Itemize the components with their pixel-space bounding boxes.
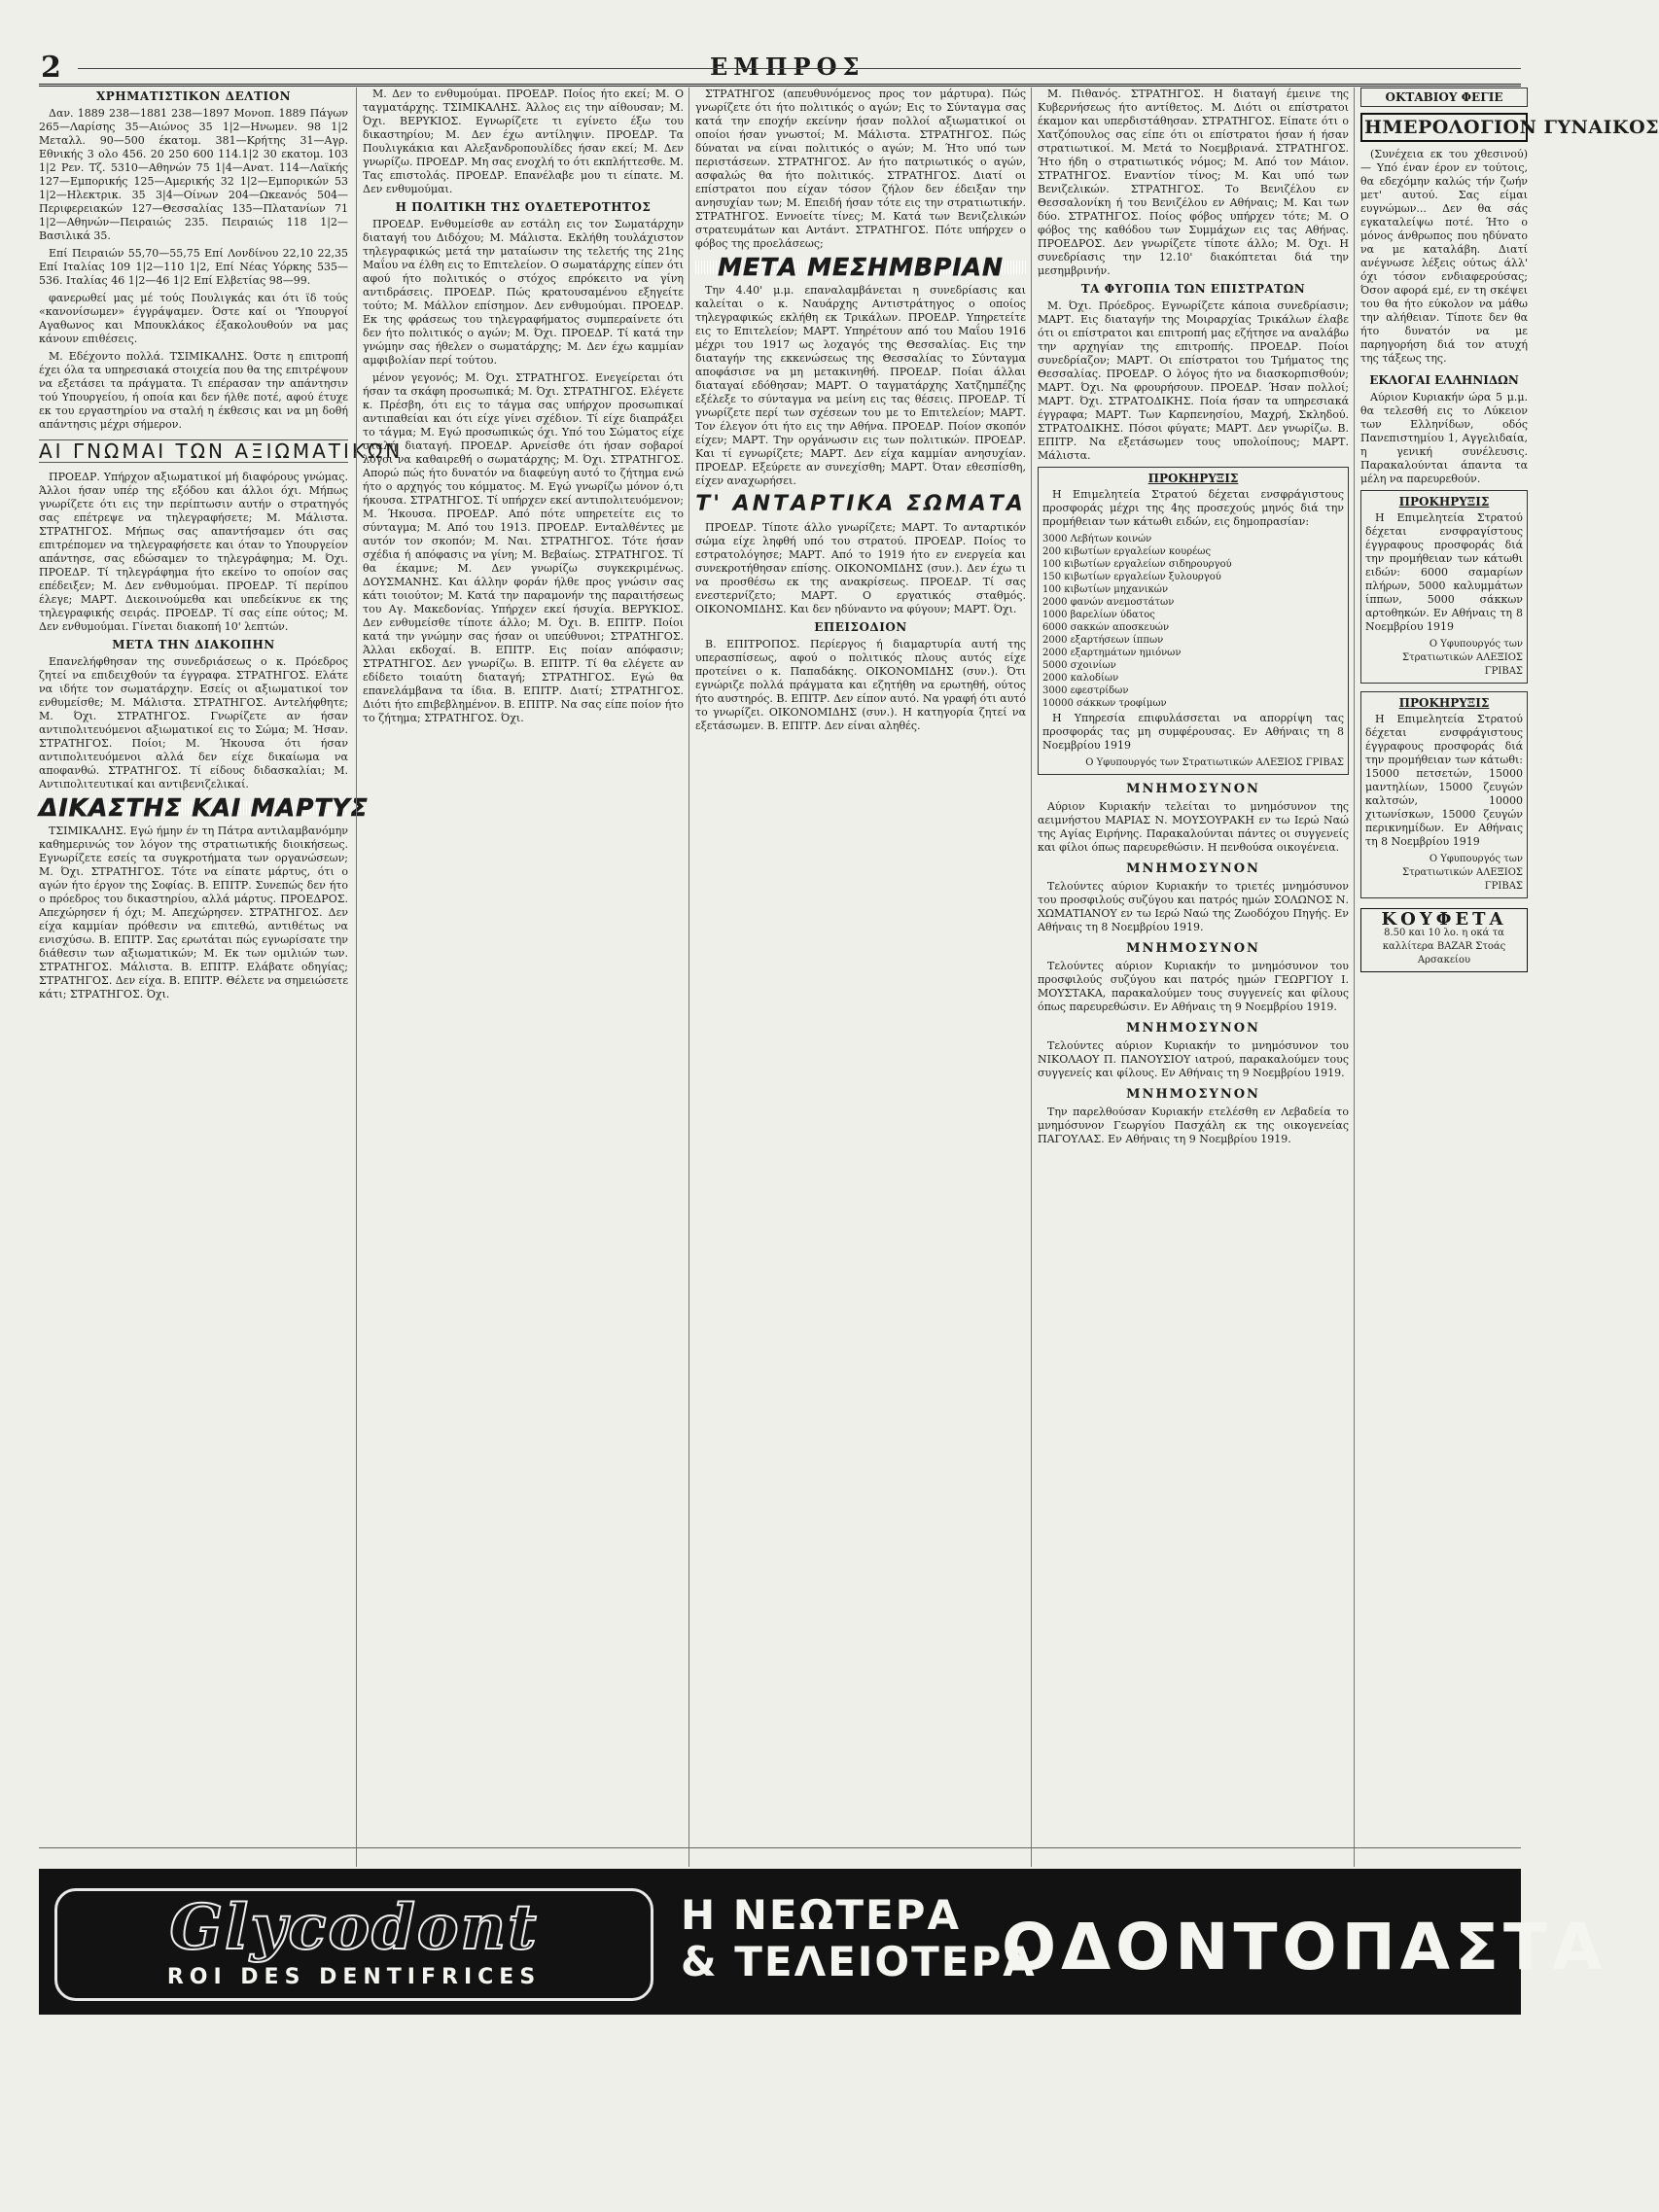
memorial-notice: Τελούντες αύριον Κυριακήν το μνημόσυνον του ΝΙΚΟΛΑΟΥ Π. ΠΑΝΟΥΣΙΟΥ ιατρού, παρακαλούμεν τους συγγενείς και φίλους. Εν Αθήναις τη 9 Νοεμβρίου 1919. — [1038, 1039, 1349, 1079]
proclamation-ad — [1038, 467, 1349, 775]
memorial-notice: Την παρελθούσαν Κυριακήν ετελέσθη εν Λεβαδεία το μνημόσυνον Γεωργίου Πασχάλη εκ της οικογενείας ΠΑΓΟΥΛΑΣ. Εν Αθήναις τη 9 Νοεμβρίου 1919. — [1038, 1106, 1349, 1145]
book-author: ΟΚΤΑΒΙΟΥ ΦΕΓΙΕ — [1360, 88, 1528, 107]
proclamation-ad — [1360, 691, 1528, 898]
column-5 — [1354, 88, 1659, 1867]
column-2 — [356, 88, 689, 1867]
break-text: Επανελήφθησαν της συνεδριάσεως ο κ. Πρόεδρος ζητεί να επιδειχθούν τα έγγραφα. ΣΤΡΑΤΗΓΟΣ. Ελάτε να ιδήτε τον σωματάρχην. Εσείς οι αξιωματικοί τον ενθυμείσθε; Μ. Μάλιστα. ΣΤΡΑΤΗΓΟΣ. Αντελήφθητε; Μ. Όχι. ΣΤΡΑΤΗΓΟΣ. Γνωρίζετε αν ήσαν αντιπολιτευόμενοι αξιωματικοί εις το Σώμα; Μ. Ήσαν. ΣΤΡΑΤΗΓΟΣ. Ποίοι; Μ. Ήκουσα ότι ήσαν αντιπολιτευόμενοι αλλά δεν είχε δικαίωμα να αποφανθώ. ΣΤΡΑΤΗΓΟΣ. Τί είδους διδασκαλίαι; Μ. Αντιπολιτευτικαί και αντιβενιζελικαί. — [39, 655, 348, 790]
testimony-text: ΣΤΡΑΤΗΓΟΣ (απευθυνόμενος προς τον μάρτυρα). Πώς γνωρίζετε ότι ήτο πολιτικός ο αγών; Εις το Σύνταγμα σας κατά την εποχήν εκείνην ήσαν πολλοί αξιωματικοί οι οποίοι ήσαν γνωστοί; Μ. Μάλιστα. ΣΤΡΑΤΗΓΟΣ. Πώς δύναται να είναι πολιτικός ο αγών; Μ. Ήτο υπό των περιστάσεων. ΣΤΡΑΤΗΓΟΣ. Αν ήτο πατριωτικός ο αγών, ασφαλώς θα ήτο πολιτικός. ΣΤΡΑΤΗΓΟΣ. Διατί οι επίστρατοι που είχαν τόσον ζήλον δεν έδειξαν την ανησυχίαν των; Μ. Επειδή ήσαν τότε εις την στρατιωτικήν. ΣΤΡΑΤΗΓΟΣ. Εννοείτε τίνες; Μ. Κατά των Βενιζελικών στρατευμάτων και Αντάντ. ΣΤΡΑΤΗΓΟΣ. Πότε υπήρχεν ο φόβος της προελάσεως; — [695, 88, 1026, 250]
proclamation-intro: Η Επιμελητεία Στρατού δέχεται ενσφράγιστους προσφοράς μέχρι της 4ης προσεχούς μηνός διά την προμήθειαν των κάτωθι ειδών, εις δημοπρασίαν: — [1042, 488, 1344, 528]
masthead-rule — [78, 68, 1521, 69]
memorial-notice: Αύριον Κυριακήν τελείται το μνημόσυνον της αειμνήστου ΜΑΡΙΑΣ Ν. ΜΟΥΣΟΥΡΑΚΗ εν τω Ιερώ Ναώ της Αγίας Ειρήνης. Παρακαλούνται πάντες οι συγγενείς και φίλοι όπως παρευρεθώσιν. Η πενθούσα οικογένεια. — [1038, 800, 1349, 854]
judges-heading: ΔΙΚΑΣΤΗΣ ΚΑΙ ΜΑΡΤΥΣ — [39, 793, 369, 822]
toothpaste-advertisement — [39, 1869, 1607, 2015]
memorial-heading: ΜΝΗΜΟΣΥΝΟΝ — [1126, 782, 1260, 796]
proclamation-signature: Ο Υφυπουργός των Στρατιωτικών ΑΛΕΞΙΟΣ ΓΡΙΒΑΣ — [1085, 757, 1344, 768]
candy-title: ΚΟΥΦΕΤΑ — [1381, 909, 1507, 930]
column-4 — [1031, 88, 1355, 1867]
candy-ad — [1360, 908, 1528, 972]
elections-text: Αύριον Κυριακήν ώρα 5 μ.μ. θα τελεσθή εις το Λύκειον των Ελληνίδων, οδός Πανεπιστημίου 1, Αγγελιδαία, η γενική συνέλευσις. Παρακαλούνται άπαντα τα μέλη να παρευρεθούν. — [1360, 391, 1528, 485]
proclamation-title: ΠΡΟΚΗΡΥΞΙΣ — [1398, 696, 1490, 710]
proclamation-list — [1042, 533, 1344, 710]
guerrilla-heading: Τ' ΑΝΤΑΡΤΙΚΑ ΣΩΜΑΤΑ — [695, 492, 1026, 516]
slogan-line: Η ΝΕΩΤΕΡΑ — [681, 1891, 961, 1939]
list-item: 100 κιβωτίων εργαλείων σιδηρουργού — [1042, 559, 1232, 570]
memorial-heading: ΜΝΗΜΟΣΥΝΟΝ — [1126, 1087, 1260, 1102]
judges-text: ΤΣΙΜΙΚΑΛΗΣ. Εγώ ήμην έν τη Πάτρα αντιλαμβανόμην καθημερινώς τον λόγον της στρατιωτικής διοικήσεως. Εγνωρίζετε εσείς τα συγκροτήματα των οργανώσεων; Μ. Όχι. ΣΤΡΑΤΗΓΟΣ. Τότε να είπατε μάρτυς, ότι ο αγών ήτο έργον της Σοφίας. Β. ΕΠΙΤΡ. Συνεπώς δεν ήτο ο πρόεδρος του δικαστηρίου, αλλά μάρτυς. ΠΡΟΕΔΡΟΣ. Απεχώρησεν ή όχι; Μ. Απεχώρησεν. ΣΤΡΑΤΗΓΟΣ. Δεν είχα καμμίαν πρόθεσιν να επιτεθώ, αντιθέτως να ενισχύσω. Β. ΕΠΙΤΡ. Σας ερωτάται πώς εγνωρίσατε την διάθεσιν των αξιωματικών; Μ. Εκ των ομιλιών των. ΣΤΡΑΤΗΓΟΣ. Μάλιστα. Β. ΕΠΙΤΡ. Ελάβατε οδηγίας; ΣΤΡΑΤΗΓΟΣ. Δεν είχα. Β. ΕΠΙΤΡ. Θέλετε να σημειώσετε κάτι; ΣΤΡΑΤΗΓΟΣ. Όχι. — [39, 825, 349, 1001]
list-item: 2000 φανών ανεμοστάτων — [1042, 597, 1175, 608]
afternoon-heading: ΜΕΤΑ ΜΕΣΗΜΒΡΙΑΝ — [695, 261, 1026, 274]
opinions-heading: ΑΙ ΓΝΩΜΑΙ ΤΩΝ ΑΞΙΩΜΑΤΙΚΩΝ — [39, 439, 404, 463]
serial-text: (Συνέχεια εκ του χθεσινού) — Υπό έναν έρον εν τούτοις, θα εδεχόμην καλώς τήν ζωήν μετ' αυτού. Σας είμαι ευγνώμων... Δεν θα σάς εγκαταλείψω ποτέ. Ήτο ο μόνος άνθρωπος που ηδύνατο να με καταλάβη. Διατί ανέγνωσε λέξεις ούτως άλλ' όχι τόσον ενδιαφερούσας; Όσον αφορά εμέ, εν τη σκέψει του θα ήτο εύκολον να μάθω την αλήθειαν. Τίποτε δεν θα ήτο δυνατόν να με παρηγορήση διά τον ατυχή της τάξεως της. — [1360, 148, 1528, 365]
page-number: 2 — [41, 51, 61, 85]
list-item: 5000 σχοινίων — [1042, 660, 1116, 671]
list-item: 10000 σάκκων τροφίμων — [1042, 698, 1167, 709]
list-item: 2000 καλοδίων — [1042, 673, 1119, 684]
proclamation-title: ΠΡΟΚΗΡΥΞΙΣ — [1398, 495, 1490, 509]
proclamation-text: Η Επιμελητεία Στρατού δέχεται ενσφράγιστους έγγραφους προσφοράς διά την προμήθειαν των κάτωθι: 15000 πετσετών, 15000 μαντηλίων, 15000 ζευγών καλτσών, 10000 χιτωνίσκων, 15000 ζευγών περικνημίδων. Εν Αθήναις τη 8 Νοεμβρίου 1919 — [1365, 713, 1523, 848]
hearing-paragraph: Μ. Εδέχοντο πολλά. ΤΣΙΜΙΚΑΛΗΣ. Όστε η επιτροπή έχει όλα τα υπηρεσιακά στοιχεία που θα της επιτρέψουν να εξετάσει τα πράγματα. Τι επέρασαν την απάντησιν τού Υπουργείου, ή οποία και δεν ήλθε ποτέ, αφού έτυχε εκ του εργαστηρίου να σταλή η έκθεσις και να μη δοθή απάντησις μέχρι σήμερον. — [39, 350, 348, 431]
candy-text: 8.50 και 10 λο. η οκά τα καλλίτερα BAZAR Στοάς Αρσακείου — [1382, 928, 1506, 966]
list-item: 3000 εφεστρίδων — [1042, 685, 1129, 696]
newspaper-page — [39, 47, 1659, 2176]
elections-heading: ΕΚΛΟΓΑΙ ΕΛΛΗΝΙΔΩΝ — [1369, 373, 1519, 387]
proclamation-title: ΠΡΟΚΗΡΥΞΙΣ — [1147, 472, 1239, 485]
product-name: ΟΔΟΝΤΟΠΑΣΤΑ — [1002, 1910, 1607, 1984]
brand-name: Glycodont — [169, 1891, 539, 1964]
testimony-text: Μ. Δεν το ενθυμούμαι. ΠΡΟΕΔΡ. Ποίος ήτο εκεί; Μ. Ο ταγματάρχης. ΤΣΙΜΙΚΑΛΗΣ. Άλλος εις την αίθουσαν; Μ. Όχι. ΒΕΡΥΚΙΟΣ. Εγνωρίζετε τι εγίνετο έξω του δικαστηρίου; Μ. Δεν έχω αντίληψιν. ΠΡΟΕΔΡ. Τα Πουλιγκάκια και Αλεξανδροπουλίδες ήσαν εκεί; Μ. Δεν γνωρίζω. ΠΡΟΕΔΡ. Μη σας ενοχλή το ότι εκπλήττεσθε. Μ. Τας επιστολάς. ΠΡΟΕΔΡ. Επανέλαβε μου τι είπατε. Μ. Δεν ενθυμούμαι. — [363, 88, 684, 195]
list-item: 150 κιβωτίων εργαλείων ξυλουργού — [1042, 572, 1221, 582]
slogan-line: & ΤΕΛΕΙΟΤΕΡΑ — [681, 1938, 1037, 1985]
politics-heading: Η ΠΟΛΙΤΙΚΗ ΤΗΣ ΟΥΔΕΤΕΡΟΤΗΤΟΣ — [395, 200, 652, 214]
market-heading: ΧΡΗΜΑΤΙΣΤΙΚΟΝ ΔΕΛΤΙΟΝ — [95, 89, 292, 103]
brand-logo — [54, 1888, 653, 2001]
guerrilla-text: ΠΡΟΕΔΡ. Τίποτε άλλο γνωρίζετε; ΜΑΡΤ. Το ανταρτικόν σώμα είχε ληφθή υπό του στρατού. ΠΡΟΕΔΡ. Ποίος το εστρατολόγησε; ΜΑΡΤ. Από το 1919 ήτο εν ενεργεία και συνεκροτήθησαν επίσης. ΟΙΚΟΝΟΜΙΔΗΣ (συν.). Δεν έχω τι να προσθέσω εκ της ανακρίσεως. ΠΡΟΕΔΡ. Τί σας ενεστερνίζετο; ΜΑΡΤ. Ο εργατικός σταθμός. ΟΙΚΟΝΟΜΙΔΗΣ. Και δεν ηδύναντο να φύγουν; ΜΑΡΤ. Όχι. — [695, 521, 1026, 615]
proclamation-text: Η Επιμελητεία Στρατού δέχεται ενσφραγίστους έγγραφους προσφοράς διά την προμήθειαν των κάτωθι ειδών: 6000 σαμαρίων πλήρων, 5000 καλυμμάτων ίππων, 5000 σάκκων αρτοθηκών. Εν Αθήναις τη 8 Νοεμβρίου 1919 — [1365, 511, 1523, 633]
memorial-heading: ΜΝΗΜΟΣΥΝΟΝ — [1126, 1021, 1260, 1036]
flight-text: Μ. Όχι. Πρόεδρος. Εγνωρίζετε κάποια συνεδρίασιν; ΜΑΡΤ. Εις διαταγήν της Μοιραρχίας Τρικάλων έλαβε ότι οι επίστρατοι και επιτροπή μας εζήτησε να αναλάβω την αρχηγίαν της επιτροπής. ΠΡΟΕΔΡ. Ποίοι συνεδρίαζον; ΜΑΡΤ. Οι επίστρατοι του Τμήματος της Θεσσαλίας. ΠΡΟΕΔΡ. Ο λόγος ήτο να διασκορπισθούν; ΜΑΡΤ. Όχι. Να φρουρήσουν. ΠΡΟΕΔΡ. Ήσαν πολλοί; ΜΑΡΤ. Όχι. ΣΤΡΑΤΟΔΙΚΗΣ. Ποία ήσαν τα υπηρεσιακά έγγραφα; ΜΑΡΤ. Των Καρπενησίου, Μαχρή, Σκληδού. ΣΤΡΑΤΟΔΙΚΗΣ. Πόσοι φύγατε; ΜΑΡΤ. Δεν γνωρίζω. Β. ΕΠΙΤΡ. Να εξετάσωμεν τους υπολοίπους; ΜΑΡΤ. Μάλιστα. — [1038, 299, 1349, 462]
testimony-text: μένον γεγονός; Μ. Όχι. ΣΤΡΑΤΗΓΟΣ. Ενεγείρεται ότι ήσαν τα σκάφη προσωπικά; Μ. Όχι. ΣΤΡΑΤΗΓΟΣ. Ελέγετε κ. Πρέσβη, ότι εις το τάγμα σας υπήρχον προσωπικαί αντιπαθείαι και ότι είχε γίνει σχέδιον. Τί είχε διαπράξει το τάγμα; Μ. Εγώ προσωπικώς όχι. Υπό του Σώματος είχε σταλή διαταγή. ΠΡΟΕΔΡ. Αρνείσθε ότι ήσαν σοβαροί λόγοι να καθαιρεθή ο σωματάρχης; Μ. Όχι. ΣΤΡΑΤΗΓΟΣ. Απορώ πώς ήτο δυνατόν να διαφεύγη αυτό το ζήτημα ενώ ήτο ο αρχηγός του κόμματος. Μ. Εγώ γνωρίζω μόνον ό,τι ήκουσα. ΣΤΡΑΤΗΓΟΣ. Τί υπήρχεν εκεί αντιπολιτευόμενον; Μ. Ήκουσα. ΠΡΟΕΔΡ. Από πότε υπηρετείτε εις το σύνταγμα; Μ. Από του 1913. ΠΡΟΕΔΡ. Ενταλθέντες με αυτόν τον σκοπόν; Μ. Ναι. ΣΤΡΑΤΗΓΟΣ. Τότε ήσαν σχέδια ή απόφασις να γίνη; Μ. Βεβαίως. ΣΤΡΑΤΗΓΟΣ. Τί θα έκαμνε; Μ. Δεν γνωρίζω συγκεκριμένως. ΔΟΥΣΜΑΝΗΣ. Και άλλην φοράν ήλθε προς γνώσιν σας κάτι τοιούτον; Μ. Κατά την παραμονήν της παραιτήσεως του Αγ. Μακεδονίας. Υπήρχεν εκεί ήσυχία. ΒΕΡΥΚΙΟΣ. Δεν ενθυμείσθε τίποτε άλλο; Μ. Όχι. Β. ΕΠΙΤΡ. Ποίοι κατά την γνώμην σας ήσαν οι υπεύθυνοι; ΣΤΡΑΤΗΓΟΣ. Άλλαι εκδοχαί. Β. ΕΠΙΤΡ. Εις ποίαν απόφασιν; ΣΤΡΑΤΗΓΟΣ. Δεν γνωρίζω. Β. ΕΠΙΤΡ. Τί θα ελέγετε αν εδίδετο τοιαύτη διαταγή; ΣΤΡΑΤΗΓΟΣ. Εγώ θα επανελάμβανα τα ίδια. Β. ΕΠΙΤΡ. Διατί; ΣΤΡΑΤΗΓΟΣ. Διότι ήτο επιβεβλημένον. Β. ΕΠΙΤΡ. Να σας είπε ποίον ήτο το ζήτημα; ΣΤΡΑΤΗΓΟΣ. Όχι. — [363, 371, 684, 724]
memorial-heading: ΜΝΗΜΟΣΥΝΟΝ — [1126, 941, 1260, 956]
memorial-notice: Τελούντες αύριον Κυριακήν το τριετές μνημόσυνον του προσφιλούς συζύγου και πατρός ημών ΣΟΛΩΝΟΣ Ν. ΧΩΜΑΤΙΑΝΟΥ εν τω Ιερώ Ναώ της Ζωοδόχου Πηγής. Εν Αθήναις τη 8 Νοεμβρίου 1919. — [1038, 880, 1349, 933]
memorial-heading: ΜΝΗΜΟΣΥΝΟΝ — [1126, 861, 1260, 876]
list-item: 100 κιβωτίων μηχανικών — [1042, 584, 1169, 595]
list-item: 1000 βαρελίων ύδατος — [1042, 610, 1155, 620]
newspaper-name: ΕΜΠΡΟΣ — [710, 53, 865, 81]
list-item: 3000 Λεβήτων κοινών — [1042, 534, 1152, 544]
break-heading: ΜΕΤΑ ΤΗΝ ΔΙΑΚΟΠΗΝ — [112, 638, 275, 651]
book-title: ΗΜΕΡΟΛΟΓΙΟΝ ΓΥΝΑΙΚΟΣ — [1360, 113, 1528, 142]
episode-heading: ΕΠΕΙΣΟΔΙΟΝ — [814, 620, 907, 634]
proclamation-ad — [1360, 490, 1528, 684]
list-item: 6000 σακκών αποσκευών — [1042, 622, 1170, 633]
brand-tagline: ROI DES DENTIFRICES — [166, 1965, 542, 1989]
afternoon-text: Την 4.40' μ.μ. επαναλαμβάνεται η συνεδρίασις και καλείται ο κ. Ναυάρχης Αντιστράτηγος ο οποίος τηλεγραφικώς εκλήθη εκ Τρικάλων. ΠΡΟΕΔΡ. Υπηρετείτε εις το Επιτελείον; ΜΑΡΤ. Υπηρέτουν από του Μαΐου 1916 μέχρι του 1917 ως λοχαγός της Θεσσαλίας. Εις την διαταγήν της εκκενώσεως της Θεσσαλίας το Σύνταγμα αποφάσισε να μη μετακινηθή. ΠΡΟΕΔΡ. Ποίαι άλλαι διαταγαί εδόθησαν; ΜΑΡΤ. Ο ταγματάρχης Χατζημπέζης εξέλεξε το σύνταγμα να μείνη εις τας θέσεις. ΠΡΟΕΔΡ. Τί γνωρίζετε περί των σχέσεων του με το Επιτελείον; ΜΑΡΤ. Τον έλεγον ότι ήτο εις την Αθήνα. ΠΡΟΕΔΡ. Ποίον σκοπόν είχεν; ΜΑΡΤ. Την οργάνωσιν εις των πολιτικών. ΠΡΟΕΔΡ. Και τί εγνωρίζετε; ΜΑΡΤ. Δεν είχα καμμίαν ανησυχίαν. ΠΡΟΕΔΡ. Εξεύρετε αν συνεχίσθη; ΜΑΡΤ. Όταν εθεσπίσθη, είχεν αναχωρήσει. — [695, 284, 1026, 487]
section-divider — [39, 1847, 1521, 1848]
column-1 — [39, 88, 404, 1867]
hearing-paragraph: φανερωθεί μας μέ τούς Πουλιγκάς και ότι ϊδ τούς «κανονίσωμεν» έγγράψαμεν. Όστε καί οι 'Υπουργοί Αγαθωνος και Μπουκλάκος έξακολουθούν να μας κάνουν επιθέσεις. — [39, 292, 348, 345]
masthead — [39, 47, 1521, 87]
flight-heading: ΤΑ ΦΥΓΟΠΙΑ ΤΩΝ ΕΠΙΣΤΡΑΤΩΝ — [1080, 282, 1306, 296]
ad-slogan — [681, 1891, 1037, 1985]
list-item: 200 κιβωτίων εργαλείων κουρέως — [1042, 546, 1212, 557]
market-report: Δαν. 1889 238—1881 238—1897 Μονοπ. 1889 Πάγων 265—Λαρίσης 35—Αιώνος 35 1|2—Ηνωμεν. 98 1|2 Μεταλλ. 90—500 έκατομ. 381—Κρήτης 31—Αγρ. Εθνικής 3 ολο 456. 20 250 600 114.1|2 30 εκατομ. 103 1|2 Ρεν. Τζ. 5310—Αθηνών 75 1|4—Ανατ. 114—Λαϊκής 127—Εμπορικής 125—Αμερικής 32 1|2—Εμπορικών 53 1|2—Ηλεκτρικ. 35 3|4—Οίνων 204—Ωκεανός 504—Περιφερειακών 127—Θεσσαλίας 135—Πλατανίων 71 1|2—Αθηνών—Πειραιώς 235. Πειραιώς 118 1|2—Βασιλικά 35. — [39, 107, 348, 242]
testimony-text: Μ. Πιθανός. ΣΤΡΑΤΗΓΟΣ. Η διαταγή έμεινε της Κυβερνήσεως ήτο αντίθετος. Μ. Διότι οι επίστρατοι έκαμον και υπερδιστάθησαν. ΣΤΡΑΤΗΓΟΣ. Είπατε ότι ο Χατζόπουλος σας είπε ότι οι επίστρατοι ήσαν ή ήσαν στρατιωτικοί. Μ. Μετά το Νοεμβριανά. ΣΤΡΑΤΗΓΟΣ. Ήτο ήδη ο στρατιωτικός νόμος; Μ. Από τον Μάιον. ΣΤΡΑΤΗΓΟΣ. Εναντίον τίνος; Μ. Και υπό των Βενιζελικών. ΣΤΡΑΤΗΓΟΣ. Το Βενιζέλου εν Θεσσαλονίκη ή του Βενιζέλου εν Αθήναις; Μ. Και των δύο. ΣΤΡΑΤΗΓΟΣ. Ποίος φόβος υπήρχεν τότε; Μ. Ο φόβος της καθόδου των Συμμάχων εις τας Αθήνας. ΠΡΟΕΔΡΟΣ. Δεν γνωρίζετε τίποτε άλλο; Μ. Όχι. Η συνεδρίασις την 12.10' διακόπτεται διά την μεσημβρινήν. — [1038, 88, 1349, 277]
episode-text: Β. ΕΠΙΤΡΟΠΟΣ. Περίεργος ή διαμαρτυρία αυτή της υπερασπίσεως, αφού ο πολιτικός πλους αυτός είχε προτείνει ο κ. Παπαδάκης. ΟΙΚΟΝΟΜΙΔΗΣ (συν.). Ότι εγνώριζε πολλά πράγματα και εζητήθη να ερωτηθή, ούτος ήτο αυστηρός. Β. ΕΠΙΤΡ. Δεν είπον αυτό. Να γραφή ότι αυτό το γνωρίζει. ΟΙΚΟΝΟΜΙΔΗΣ (συν.). Η κατηγορία ζητεί να εξετάσωμεν. Β. ΕΠΙΤΡ. Δεν είναι αληθές. — [695, 638, 1026, 732]
proclamation-signature: Ο Υφυπουργός των Στρατιωτικών ΑΛΕΞΙΟΣ ΓΡΙΒΑΣ — [1402, 639, 1523, 677]
column-3 — [688, 88, 1032, 1867]
proclamation-signature: Ο Υφυπουργός των Στρατιωτικών ΑΛΕΞΙΟΣ ΓΡΙΒΑΣ — [1402, 854, 1523, 892]
list-item: 2000 εξαρτήσεων ίππων — [1042, 635, 1164, 646]
politics-text: ΠΡΟΕΔΡ. Ενθυμείσθε αν εστάλη εις τον Σωματάρχην διαταγή του Διδόχου; Μ. Μάλιστα. Εκλήθη τουλάχιστον τηλεγραφικώς μετά την ματαίωσιν της τελετής της 21ης Μαΐου να έλθη εις το Επιτελείον. Ο σωματάρχης είπεν ότι αφού ήτο πολιτικός ο στόχος επρόκειτο να γίνη αντιδράσεις. ΠΡΟΕΔΡ. Πώς κρατουσαμένου εξηγείτε τούτο; Μ. Μάλλον επίσημον. Δεν ενθυμούμαι. ΠΡΟΕΔΡ. Εκ της φράσεως του τηλεγραφήματος συμπεραίνετε ότι δεν ήτο πολιτικός ο αγών; Μ. Όχι. ΠΡΟΕΔΡ. Τί κατά την γνώμην σας ήθελεν ο σωματάρχης; Μ. Δεν έχω καμμίαν αμφιβολίαν περί τούτου. — [363, 218, 684, 367]
proclamation-closing: Η Υπηρεσία επιφυλάσσεται να απορρίψη τας προσφοράς τας μη συμφέρουσας. Εν Αθήναις τη 8 Νοεμβρίου 1919 — [1042, 712, 1344, 752]
list-item: 2000 εξαρτημάτων ημιόνων — [1042, 648, 1182, 658]
memorial-notice: Τελούντες αύριον Κυριακήν το μνημόσυνον του προσφιλούς συζύγου και πατρός ημών ΓΕΩΡΓΙΟΥ Ι. ΜΟΥΣΤΑΚΑ, παρακαλούμεν τους συγγενείς και φίλους όπως παρευρεθώσιν. Εν Αθήναις τη 9 Νοεμβρίου 1919. — [1038, 960, 1349, 1013]
columns — [39, 88, 1659, 1867]
exchange-rates: Επί Πειραιών 55,70—55,75 Επί Λονδίνου 22,10 22,35 Επί Ιταλίας 109 1|2—110 1|2, Επί Νέας Υόρκης 535—536. Ιταλίας 46 1|2—46 1|2 Επί Ελβετίας 98—99. — [39, 247, 348, 287]
opinions-text: ΠΡΟΕΔΡ. Υπήρχον αξιωματικοί μή διαφόρους γνώμας. Άλλοι ήσαν υπέρ της εξόδου και άλλοι όχι. Μήπως γνωρίζετε ότι εις την περίπτωσιν αυτήν ο στρατηγός σας επέτρεψε να τηλεγραφήσετε; Μ. Μάλιστα. ΣΤΡΑΤΗΓΟΣ. Μήπως σας απαντήσαμεν ότι σας επιτρέπομεν να τηλεγραφήσετε και όταν το Υπουργείον απάντησε, σας εδώσαμεν το τηλεγράφημα; Μ. Όχι. ΠΡΟΕΔΡ. Τί τηλεγράφημα ήτο εκείνο το οποίον σας επέδειξεν; Μ. Δεν ενθυμούμαι. ΠΡΟΕΔΡ. Τί περίπου έλεγε; ΜΑΡΤ. Διεκοινούμεθα και υπεδείκνυε εκ της τηλεγραφικής σειράς. ΠΡΟΕΔΡ. Τί σας είπε ούτος; Μ. Δεν ενθυμούμαι. Γίνεται διακοπή 10' λεπτών. — [39, 471, 348, 633]
